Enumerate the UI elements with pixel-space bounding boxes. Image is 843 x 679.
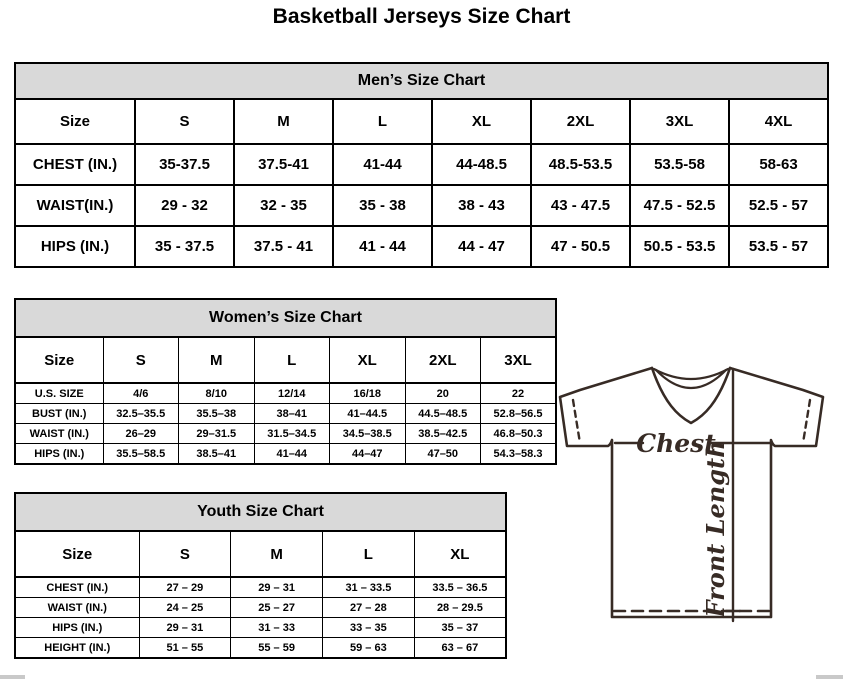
men-row-label: HIPS (IN.) — [15, 226, 135, 267]
men-column-header: 2XL — [531, 99, 630, 144]
men-table-cell: 43 - 47.5 — [531, 185, 630, 226]
men-table-cell: 29 - 32 — [135, 185, 234, 226]
youth-table-cell: 59 – 63 — [323, 638, 415, 659]
women-column-header: XL — [330, 337, 406, 383]
women-table-cell: 20 — [405, 383, 481, 404]
men-column-header: 4XL — [729, 99, 828, 144]
men-size-corner-label: Size — [15, 99, 135, 144]
jersey-outline — [560, 368, 823, 617]
youth-table-cell: 29 – 31 — [139, 618, 231, 638]
women-column-header: S — [103, 337, 179, 383]
women-table-row — [15, 383, 556, 404]
chest-label: Chest — [636, 429, 716, 458]
men-table-cell: 38 - 43 — [432, 185, 531, 226]
left-cuff-dashed-line — [573, 400, 580, 443]
women-row-label: U.S. SIZE — [15, 383, 103, 404]
men-table-cell: 47.5 - 52.5 — [630, 185, 729, 226]
men-table-row — [15, 144, 828, 185]
women-table-cell: 38–41 — [254, 404, 330, 424]
women-column-header: M — [179, 337, 255, 383]
women-table-cell: 35.5–58.5 — [103, 444, 179, 465]
youth-row-label: WAIST (IN.) — [15, 598, 139, 618]
women-table-cell: 16/18 — [330, 383, 406, 404]
women-table-cell: 8/10 — [179, 383, 255, 404]
men-row-label: WAIST(IN.) — [15, 185, 135, 226]
men-row-label: CHEST (IN.) — [15, 144, 135, 185]
women-table-cell: 4/6 — [103, 383, 179, 404]
men-table-cell: 35 - 38 — [333, 185, 432, 226]
youth-table-cell: 25 – 27 — [231, 598, 323, 618]
youth-table-cell: 33.5 – 36.5 — [414, 577, 506, 598]
men-table-cell: 41 - 44 — [333, 226, 432, 267]
women-table-cell: 54.3–58.3 — [481, 444, 557, 465]
men-table-cell: 53.5-58 — [630, 144, 729, 185]
men-table-title: Men’s Size Chart — [15, 63, 828, 99]
men-table-row — [15, 185, 828, 226]
women-table-cell: 32.5–35.5 — [103, 404, 179, 424]
men-column-header: 3XL — [630, 99, 729, 144]
youth-table-title: Youth Size Chart — [15, 493, 506, 531]
youth-table-cell: 35 – 37 — [414, 618, 506, 638]
men-table-cell: 41-44 — [333, 144, 432, 185]
youth-column-header: S — [139, 531, 231, 577]
men-table-cell: 50.5 - 53.5 — [630, 226, 729, 267]
youth-column-header: L — [323, 531, 415, 577]
men-table-cell: 44-48.5 — [432, 144, 531, 185]
youth-table-cell: 27 – 28 — [323, 598, 415, 618]
men-table-cell: 37.5 - 41 — [234, 226, 333, 267]
women-table-cell: 46.8–50.3 — [481, 424, 557, 444]
women-table-cell: 22 — [481, 383, 557, 404]
women-table-title: Women’s Size Chart — [15, 299, 556, 337]
youth-column-header: XL — [414, 531, 506, 577]
men-table-cell: 48.5-53.5 — [531, 144, 630, 185]
men-table-cell: 52.5 - 57 — [729, 185, 828, 226]
women-table-row — [15, 444, 556, 465]
page-title: Basketball Jerseys Size Chart — [272, 5, 571, 28]
youth-table-row — [15, 577, 506, 598]
women-size-table — [14, 298, 557, 465]
right-cuff-dashed-line — [803, 400, 810, 443]
cutoff-table-fragment-right — [816, 675, 843, 679]
youth-table-cell: 31 – 33 — [231, 618, 323, 638]
youth-table-row — [15, 638, 506, 659]
jersey-measurement-diagram — [552, 358, 840, 628]
youth-table-cell: 27 – 29 — [139, 577, 231, 598]
women-table-cell: 26–29 — [103, 424, 179, 444]
women-column-header: 3XL — [481, 337, 557, 383]
youth-size-table — [14, 492, 507, 659]
women-size-corner-label: Size — [15, 337, 103, 383]
men-size-table — [14, 62, 829, 268]
front-length-label: Front Length — [701, 440, 730, 618]
youth-table-cell: 24 – 25 — [139, 598, 231, 618]
women-table-cell: 35.5–38 — [179, 404, 255, 424]
men-table-cell: 47 - 50.5 — [531, 226, 630, 267]
youth-row-label: HEIGHT (IN.) — [15, 638, 139, 659]
youth-table-row — [15, 598, 506, 618]
cutoff-table-fragment-left — [0, 675, 25, 679]
men-table-cell: 35-37.5 — [135, 144, 234, 185]
women-table-cell: 41–44 — [254, 444, 330, 465]
men-column-header: M — [234, 99, 333, 144]
men-column-header: XL — [432, 99, 531, 144]
women-row-label: WAIST (IN.) — [15, 424, 103, 444]
youth-table-cell: 55 – 59 — [231, 638, 323, 659]
women-table-cell: 29–31.5 — [179, 424, 255, 444]
men-table-cell: 44 - 47 — [432, 226, 531, 267]
women-table-cell: 38.5–41 — [179, 444, 255, 465]
men-column-header: S — [135, 99, 234, 144]
men-column-header: L — [333, 99, 432, 144]
women-row-label: HIPS (IN.) — [15, 444, 103, 465]
women-table-cell: 44.5–48.5 — [405, 404, 481, 424]
women-column-header: L — [254, 337, 330, 383]
youth-table-cell: 63 – 67 — [414, 638, 506, 659]
youth-row-label: HIPS (IN.) — [15, 618, 139, 638]
youth-table-cell: 51 – 55 — [139, 638, 231, 659]
women-table-cell: 34.5–38.5 — [330, 424, 406, 444]
youth-table-cell: 31 – 33.5 — [323, 577, 415, 598]
women-row-label: BUST (IN.) — [15, 404, 103, 424]
men-table-cell: 35 - 37.5 — [135, 226, 234, 267]
men-table-cell: 37.5-41 — [234, 144, 333, 185]
women-table-cell: 31.5–34.5 — [254, 424, 330, 444]
women-table-row — [15, 424, 556, 444]
youth-table-cell: 33 – 35 — [323, 618, 415, 638]
men-table-cell: 53.5 - 57 — [729, 226, 828, 267]
youth-row-label: CHEST (IN.) — [15, 577, 139, 598]
men-table-row — [15, 226, 828, 267]
women-table-cell: 41–44.5 — [330, 404, 406, 424]
women-table-row — [15, 404, 556, 424]
women-table-cell: 12/14 — [254, 383, 330, 404]
youth-table-cell: 28 – 29.5 — [414, 598, 506, 618]
women-table-cell: 44–47 — [330, 444, 406, 465]
youth-table-cell: 29 – 31 — [231, 577, 323, 598]
youth-size-corner-label: Size — [15, 531, 139, 577]
women-table-cell: 47–50 — [405, 444, 481, 465]
jersey-diagram-svg — [552, 358, 840, 628]
women-column-header: 2XL — [405, 337, 481, 383]
women-table-cell: 52.8–56.5 — [481, 404, 557, 424]
men-table-cell: 58-63 — [729, 144, 828, 185]
youth-column-header: M — [231, 531, 323, 577]
women-table-cell: 38.5–42.5 — [405, 424, 481, 444]
youth-table-row — [15, 618, 506, 638]
men-table-cell: 32 - 35 — [234, 185, 333, 226]
